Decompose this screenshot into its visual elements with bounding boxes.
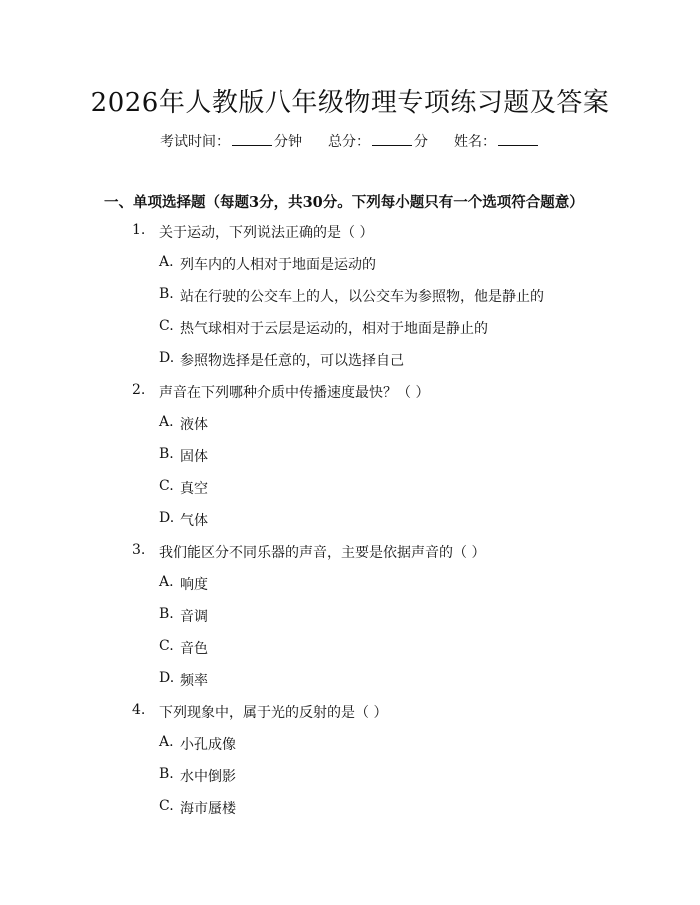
option-letter: C. [159, 318, 174, 334]
option-letter: A. [159, 414, 174, 430]
option-item [0, 670, 700, 702]
question-item [0, 222, 700, 254]
option-item [0, 606, 700, 638]
option-letter: D. [159, 350, 175, 366]
option-text: 热气球相对于云层是运动的，相对于地面是静止的 [180, 321, 488, 337]
option-text: 小孔成像 [180, 737, 236, 753]
question-list [0, 222, 700, 830]
option-letter: B. [159, 446, 174, 462]
option-text: 站在行驶的公交车上的人，以公交车为参照物，他是静止的 [180, 289, 544, 305]
option-item [0, 286, 700, 318]
option-letter: B. [159, 606, 174, 622]
time-unit: 分钟 [274, 134, 302, 150]
option-text: 音调 [180, 609, 208, 625]
option-item [0, 510, 700, 542]
option-letter: C. [159, 638, 174, 654]
option-text: 参照物选择是任意的，可以选择自己 [180, 353, 404, 369]
question-text: 声音在下列哪种介质中传播速度最快？（ ） [159, 385, 430, 401]
option-text: 固体 [180, 449, 208, 465]
time-blank [232, 131, 272, 146]
question-number: 1. [132, 222, 146, 238]
total-score [328, 131, 428, 151]
option-item [0, 318, 700, 350]
score-label: 总分： [328, 134, 370, 150]
option-letter: A. [159, 574, 174, 590]
option-item [0, 734, 700, 766]
option-item [0, 574, 700, 606]
option-letter: C. [159, 478, 174, 494]
question-text: 关于运动，下列说法正确的是（ ） [159, 225, 374, 241]
option-text: 液体 [180, 417, 208, 433]
question-number: 4. [132, 702, 146, 718]
option-letter: D. [159, 510, 175, 526]
page-title: 2026年人教版八年级物理专项练习题及答案 [90, 88, 610, 118]
exam-info [0, 131, 700, 151]
question-text: 我们能区分不同乐器的声音，主要是依据声音的（ ） [159, 545, 486, 561]
option-item [0, 638, 700, 670]
score-unit: 分 [414, 134, 428, 150]
option-letter: A. [159, 734, 174, 750]
question-number: 2. [132, 382, 146, 398]
option-item [0, 414, 700, 446]
option-item [0, 798, 700, 830]
option-item [0, 254, 700, 286]
option-letter: A. [159, 254, 174, 270]
question-number: 3. [132, 542, 146, 558]
option-text: 真空 [180, 481, 208, 497]
score-blank [372, 131, 412, 146]
option-letter: B. [159, 766, 174, 782]
exam-time [160, 131, 302, 151]
option-text: 响度 [180, 577, 208, 593]
option-letter: C. [159, 798, 174, 814]
question-text: 下列现象中，属于光的反射的是（ ） [159, 705, 388, 721]
name-label: 姓名： [454, 134, 496, 150]
option-text: 气体 [180, 513, 208, 529]
question-item [0, 542, 700, 574]
option-text: 列车内的人相对于地面是运动的 [180, 257, 376, 273]
option-text: 频率 [180, 673, 208, 689]
option-text: 音色 [180, 641, 208, 657]
option-item [0, 350, 700, 382]
student-name [454, 131, 540, 151]
question-item [0, 702, 700, 734]
name-blank [498, 131, 538, 146]
option-letter: B. [159, 286, 174, 302]
option-item [0, 766, 700, 798]
option-letter: D. [159, 670, 175, 686]
time-label: 考试时间： [160, 134, 230, 150]
option-text: 海市蜃楼 [180, 801, 236, 817]
option-item [0, 478, 700, 510]
question-item [0, 382, 700, 414]
option-item [0, 446, 700, 478]
section-heading: 一、单项选择题（每题3分，共30分。下列每小题只有一个选项符合题意） [104, 194, 584, 211]
option-text: 水中倒影 [180, 769, 236, 785]
